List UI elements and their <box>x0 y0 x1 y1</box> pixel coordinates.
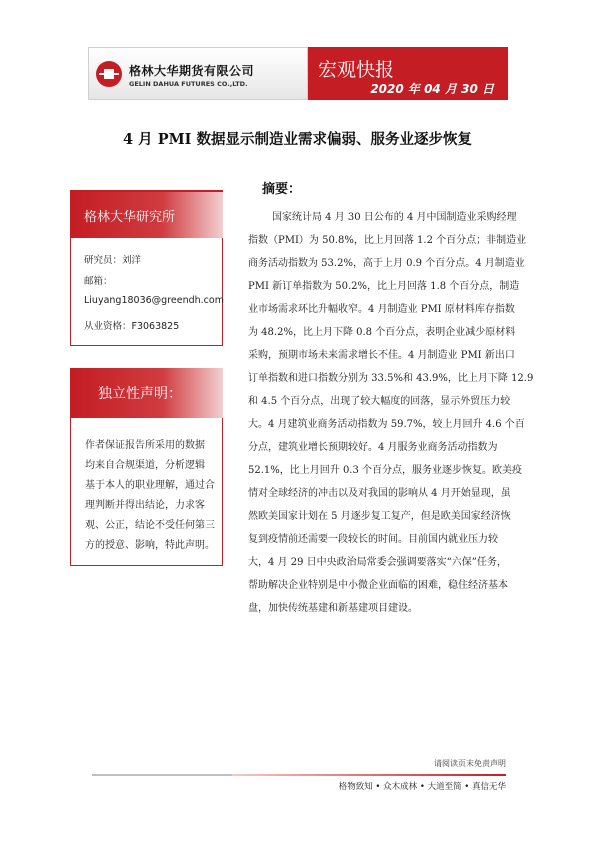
summary-line: 和 4.5 个百分点，出现了较大幅度的回落，显示外贸压力较 <box>248 396 511 407</box>
summary-line: 大。4 月建筑业商务活动指数为 59.7%，较上月回升 4.6 个百 <box>248 419 525 430</box>
declaration-line: 方的授意、影响，特此声明。 <box>85 540 215 551</box>
summary-line: 商务活动指数为 53.2%，高于上月 0.9 个百分点。4 月制造业 <box>248 258 525 269</box>
declaration-title: 独立性声明： <box>98 386 182 402</box>
report-type: 宏观快报 <box>318 59 395 81</box>
report-date: 2020 年 04 月 30 日 <box>370 82 494 96</box>
summary-line: 业市场需求环比升幅收窄。4 月制造业 PMI 原材料库存指数 <box>248 304 515 315</box>
company-name-en: GELIN DAHUA FUTURES CO.,LTD. <box>129 80 248 88</box>
summary-line: 然欧美国家计划在 5 月逐步复工复产，但是欧美国家经济恢 <box>248 511 511 522</box>
summary-line: 订单指数和进口指数分别为 33.5%和 43.9%，比上月下降 12.9 <box>248 373 534 384</box>
summary-line: 指数（PMI）为 50.8%，比上月回落 1.2 个百分点；非制造业 <box>248 235 527 246</box>
summary-line: 盘，加快传统基建和新基建项目建设。 <box>248 603 418 614</box>
summary-title: 摘要： <box>262 182 302 197</box>
summary-line: 国家统计局 4 月 30 日公布的 4 月中国制造业采购经理 <box>272 212 517 223</box>
company-slogan: 格物致知 • 众木成林 • 大道至简 • 真信无华 <box>338 782 506 792</box>
logo-icon <box>96 61 122 87</box>
researcher-name: 研究员：刘洋 <box>84 255 142 266</box>
summary-line: 情对全球经济的冲击以及对我国的影响从 4 月开始显现，虽 <box>248 488 511 499</box>
summary-line: 分点，建筑业增长预期较好。4 月服务业商务活动指数为 <box>248 442 498 453</box>
declaration-line: 理判断并得出结论，力求客 <box>85 500 205 511</box>
summary-line: 为 48.2%，比上月下降 0.8 个百分点，表明企业减少原材料 <box>248 327 516 338</box>
footer-rule-grey <box>92 774 232 776</box>
summary-line: 复到疫情前还需要一段较长的时间。目前国内就业压力较 <box>248 534 498 545</box>
report-banner <box>308 47 508 100</box>
researcher-info-box <box>70 238 223 346</box>
summary-line: 大，4 月 29 日中央政治局常委会强调要落实“六保”任务， <box>248 557 507 568</box>
declaration-line: 均来自合规渠道，分析逻辑 <box>85 460 205 471</box>
email-label: 邮箱： <box>84 276 113 287</box>
company-name-cn: 格林大华期货有限公司 <box>129 64 255 78</box>
disclaimer-note: 请阅读页末免责声明 <box>434 759 506 768</box>
declaration-box <box>70 418 223 566</box>
declaration-line: 观、公正，结论不受任何第三 <box>85 520 215 531</box>
summary-line: 帮助解决企业特别是中小微企业面临的困难，稳住经济基本 <box>248 580 508 591</box>
summary-line: 52.1%，比上月回升 0.3 个百分点，服务业逐步恢复。欧美疫 <box>248 465 523 476</box>
footer-rule-red <box>232 774 506 776</box>
researcher-qualification: 从业资格：F3063825 <box>84 321 180 332</box>
declaration-line: 基于本人的职业理解，通过合 <box>85 480 215 491</box>
researcher-email: Liuyang18036@greendh.com <box>84 295 224 306</box>
institute-name: 格林大华研究所 <box>84 210 176 225</box>
company-logo <box>88 47 308 100</box>
declaration-line: 作者保证报告所采用的数据 <box>85 440 205 451</box>
declaration-header <box>70 368 223 418</box>
page-title: 4 月 PMI 数据显示制造业需求偏弱、服务业逐步恢复 <box>123 131 472 148</box>
summary-line: 采购，预期市场未来需求增长不佳。4 月制造业 PMI 新出口 <box>248 350 515 361</box>
institute-header <box>70 192 223 238</box>
summary-line: PMI 新订单指数为 50.2%，比上月回落 1.8 个百分点，制造 <box>248 281 520 292</box>
